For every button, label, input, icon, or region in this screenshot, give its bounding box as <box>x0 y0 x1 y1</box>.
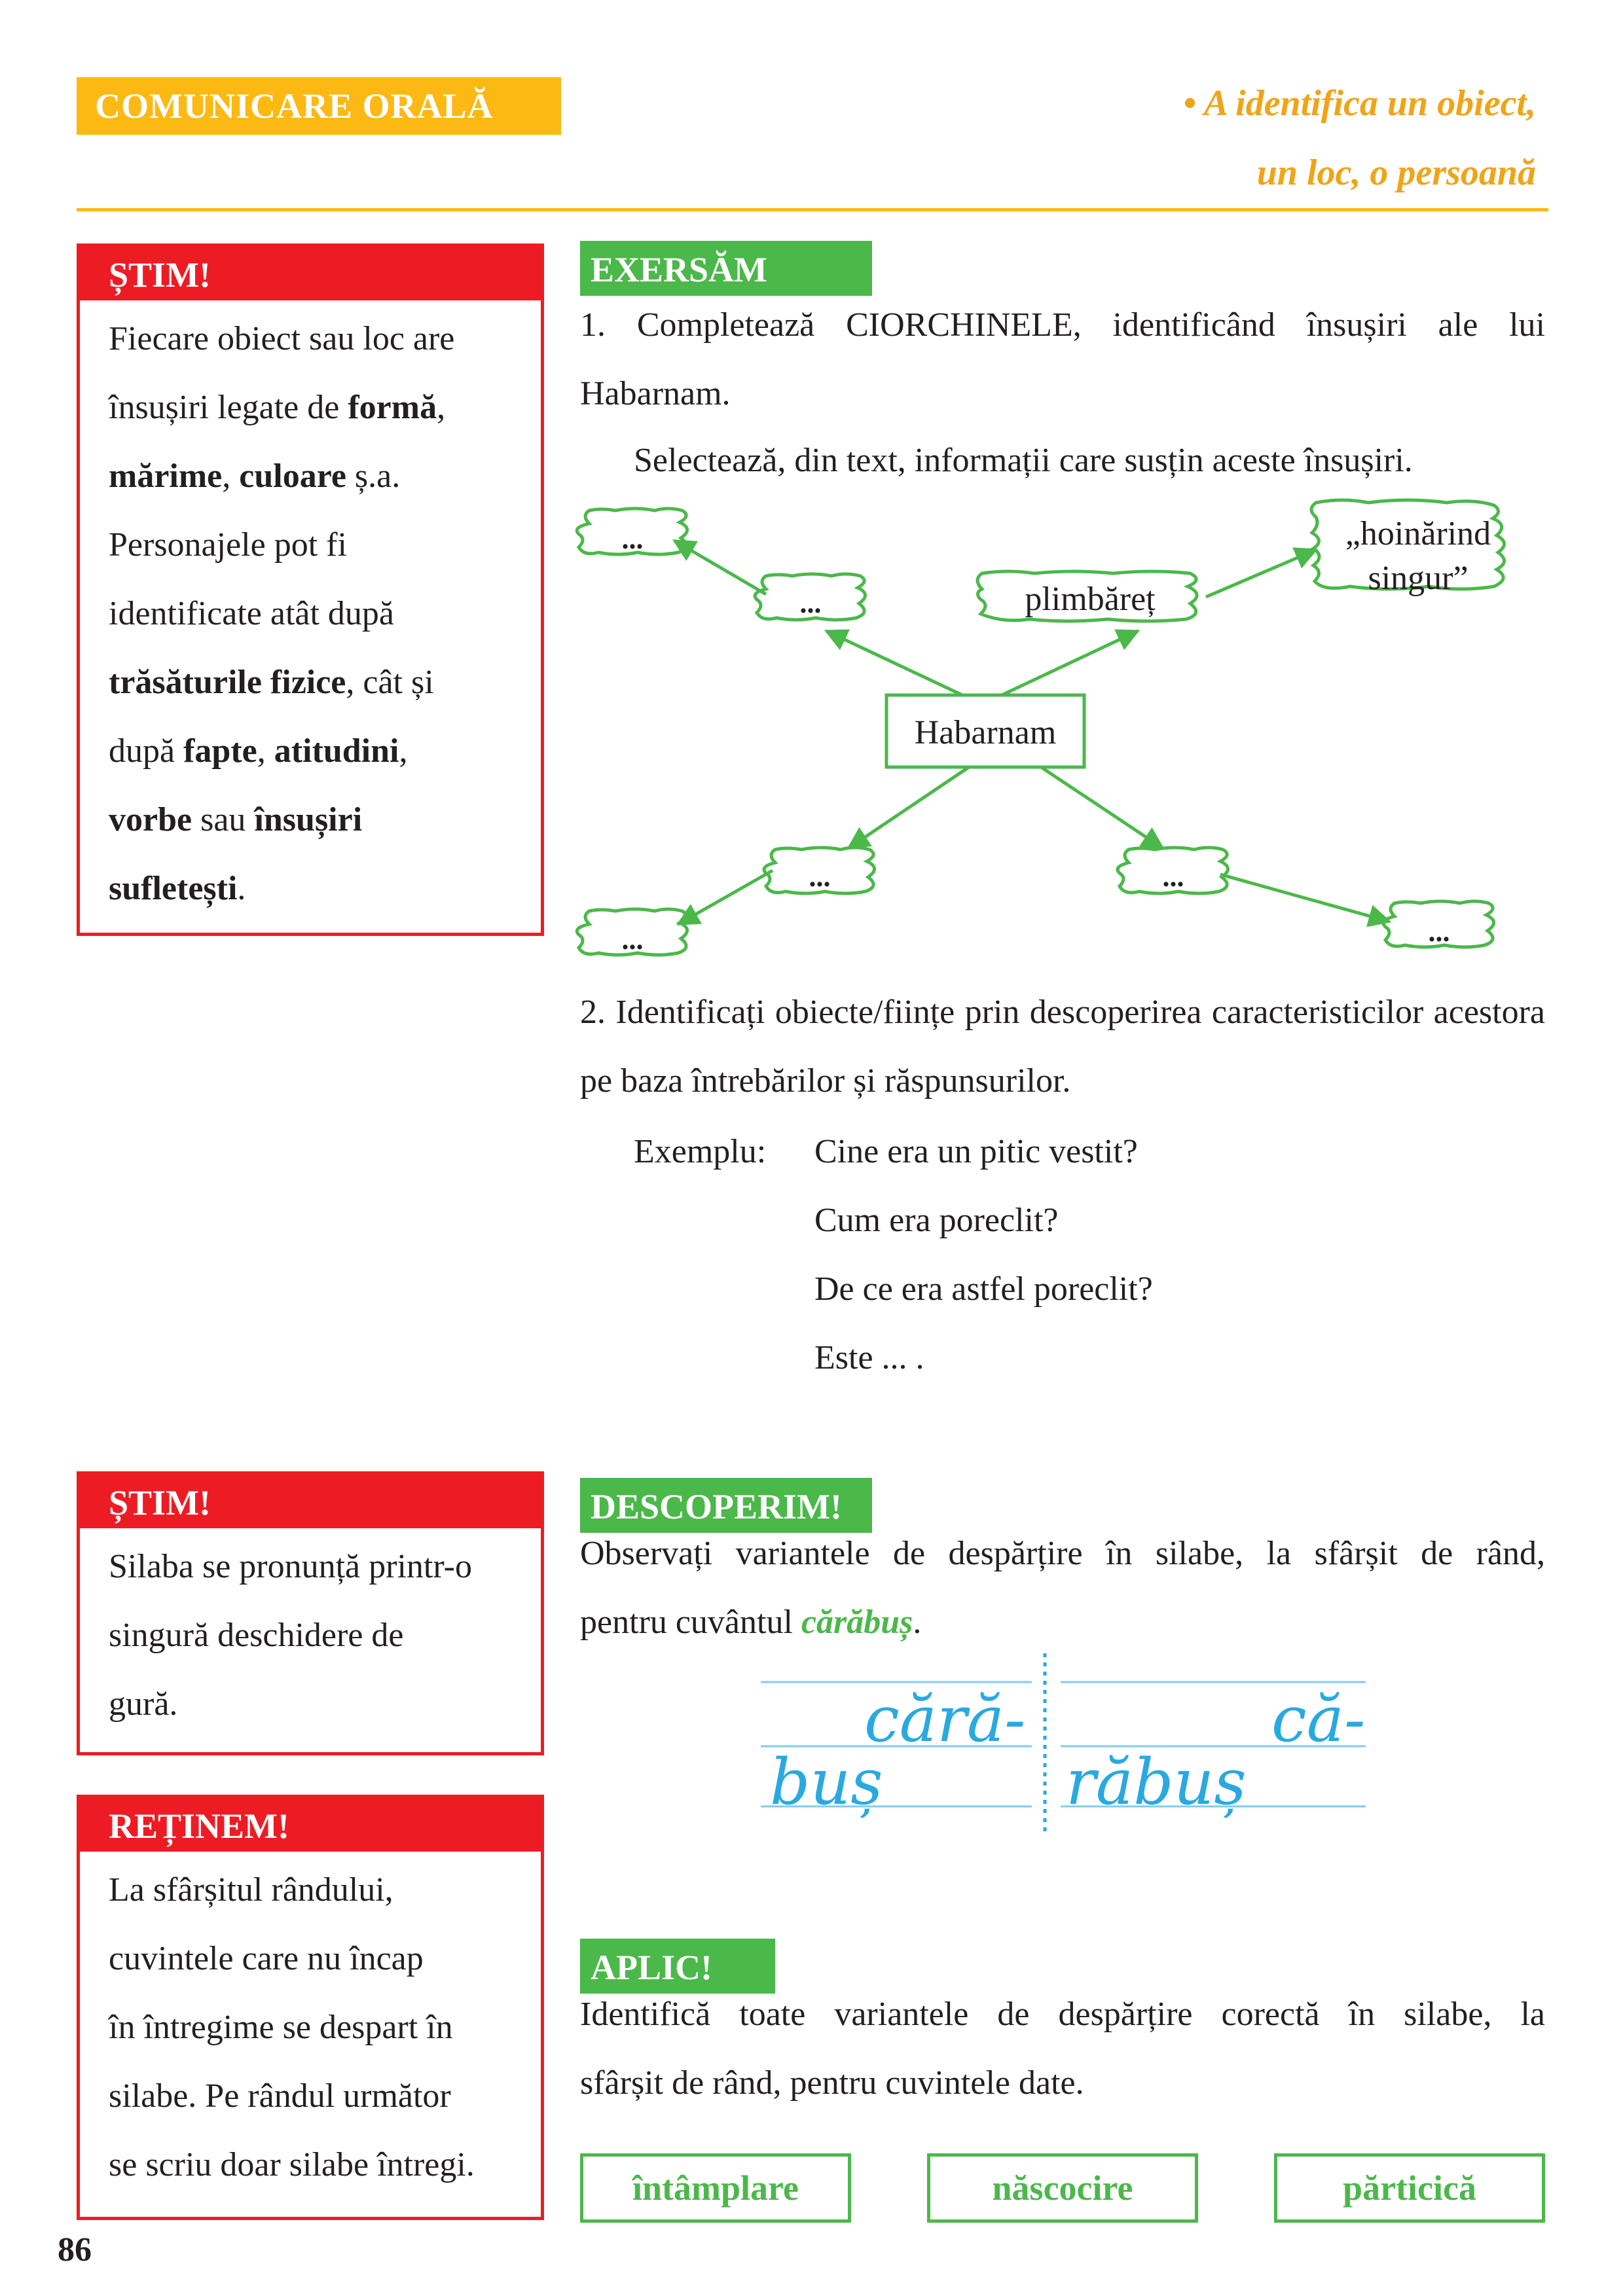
placeholder-bottom-left: ... <box>809 861 831 893</box>
retinem-title: REȚINEM! <box>80 1798 541 1852</box>
retinem-line-2: cuvintele care nu încap <box>109 1940 424 1977</box>
descoperim-text-2b: . <box>913 1604 922 1641</box>
stim-box-2-line-3: gură. <box>109 1685 178 1723</box>
stim-box-1-segment: însușiri legate de <box>109 389 348 426</box>
example-line-4: Este ... . <box>814 1339 924 1376</box>
page-number: 86 <box>58 2231 92 2269</box>
arrow-to-bottom-left <box>848 767 969 848</box>
quote-line-1: „hoinărind <box>1345 515 1491 552</box>
arrow-to-quote <box>1206 550 1316 597</box>
stim-box-1-title: ȘTIM! <box>80 247 541 300</box>
descoperim-word: cărăbuș <box>801 1604 913 1641</box>
example-label: Exemplu: <box>634 1133 767 1170</box>
exercise-2-text: 2. Identificați obiecte/ființe prin descoperirea caracteristicilor acestora pe baza întrebărilor și răspunsurilor. <box>580 994 1545 1100</box>
stim-box-2-body <box>80 1528 541 1738</box>
quote-line-2: singur” <box>1368 560 1468 597</box>
stim-box-1-segment: Fiecare obiect sau loc are <box>109 320 455 357</box>
stim-box-2 <box>77 1471 544 1755</box>
aplic-tag: APLIC! <box>580 1939 775 1994</box>
aplic-text-1: Identifică toate variantele de despărțire corectă în silabe, la <box>580 1996 1545 2033</box>
stim-box-1-segment: culoare <box>239 457 346 495</box>
stim-box-1-segment: însușiri <box>254 801 363 838</box>
word-box-3: părticică <box>1274 2153 1545 2223</box>
arrow-to-far-bottom-left <box>678 870 773 924</box>
arrow-to-far-bottom-right <box>1220 874 1389 922</box>
stim-box-1-segment: sufletești <box>109 870 238 907</box>
arrow-to-top-left <box>826 631 962 695</box>
topic-line-2: un loc, o persoană <box>1256 152 1536 193</box>
placeholder-top-left: ... <box>799 587 822 619</box>
exersam-tag: EXERSĂM <box>580 241 872 296</box>
descoperim-text-1: Observați variantele de despărțire în silabe, la sfârșit de rând, <box>580 1535 1545 1572</box>
stim-box-1-segment: sau <box>192 801 255 838</box>
stim-box-1-segment: după <box>109 732 184 770</box>
exercise-1-select: Selectează, din text, informații care susțin aceste însușiri. <box>634 442 1413 479</box>
exercise-1-text: 1. Completează CIORCHINELE, identificând însușiri ale lui Habarnam. <box>580 306 1545 412</box>
placeholder-far-bottom-right: ... <box>1428 916 1450 948</box>
stim-box-1-segment: mărime <box>109 457 223 495</box>
stim-box-1-segment: atitudini <box>274 732 399 770</box>
variant-2-top: că- <box>1271 1683 1366 1756</box>
topic-line-1: • A identifica un obiect, <box>1183 83 1536 124</box>
stim-box-1-segment: , <box>399 732 408 770</box>
stim-box-1-segment: formă <box>348 389 437 426</box>
cluster-diagram <box>0 0 1623 982</box>
placeholder-bottom-right: ... <box>1162 861 1184 893</box>
placeholder-far-bottom-left: ... <box>621 924 644 956</box>
descoperim-text-2 <box>580 1603 921 1641</box>
plimbaret-label: plimbăreț <box>1025 581 1156 618</box>
aplic-text-2: sfârșit de rând, pentru cuvintele date. <box>580 2064 1084 2102</box>
stim-box-1-segment: , <box>257 732 274 770</box>
retinem-line-5: se scriu doar silabe întregi. <box>109 2146 475 2183</box>
stim-box-1-segment: trăsăturile fizice <box>109 664 346 701</box>
stim-box-1-segment: , <box>437 389 446 426</box>
variant-1-top: cără- <box>864 1683 1026 1756</box>
stim-box-1-segment: . <box>237 870 246 907</box>
retinem-line-4: silabe. Pe rândul următor <box>109 2077 451 2115</box>
retinem-box <box>77 1795 544 2220</box>
stim-box-2-line-2: singură deschidere de <box>109 1617 404 1654</box>
stim-box-1-segment: Personajele pot fi <box>109 526 347 564</box>
section-tag: COMUNICARE ORALĂ <box>77 77 561 135</box>
placeholder-far-top-left: ... <box>621 523 644 555</box>
example-line-3: De ce era astfel poreclit? <box>814 1270 1153 1308</box>
word-box-1: întâmplare <box>580 2153 851 2223</box>
stim-box-1-segment: , <box>222 457 240 495</box>
arrow-to-plimbaret <box>1002 631 1138 695</box>
stim-box-1-segment: ș.a. <box>346 457 401 495</box>
example-line-2: Cum era poreclit? <box>814 1202 1059 1239</box>
arrow-to-bottom-right <box>1041 767 1163 848</box>
retinem-line-1: La sfârșitul rândului, <box>109 1871 393 1909</box>
retinem-line-3: în întregime se despart în <box>109 2009 453 2046</box>
stim-box-1-segment: vorbe <box>109 801 192 838</box>
stim-box-1-segment: identificate atât după <box>109 595 395 632</box>
center-node-label: Habarnam <box>914 714 1057 751</box>
variant-2-bottom: răbuș <box>1066 1746 1247 1819</box>
variant-1-bottom: buș <box>770 1746 883 1819</box>
descoperim-tag: DESCOPERIM! <box>580 1478 872 1533</box>
stim-box-2-title: ȘTIM! <box>80 1475 541 1528</box>
word-box-2: născocire <box>927 2153 1198 2223</box>
arrow-to-far-top-left <box>674 541 766 594</box>
retinem-body <box>80 1852 541 2199</box>
example-line-1: Cine era un pitic vestit? <box>814 1133 1138 1170</box>
stim-box-1-segment: fapte <box>183 732 257 770</box>
descoperim-text-2a: pentru cuvântul <box>580 1604 801 1641</box>
stim-box-2-line-1: Silaba se pronunță printr-o <box>109 1548 472 1585</box>
stim-box-1-segment: , cât și <box>346 664 434 701</box>
